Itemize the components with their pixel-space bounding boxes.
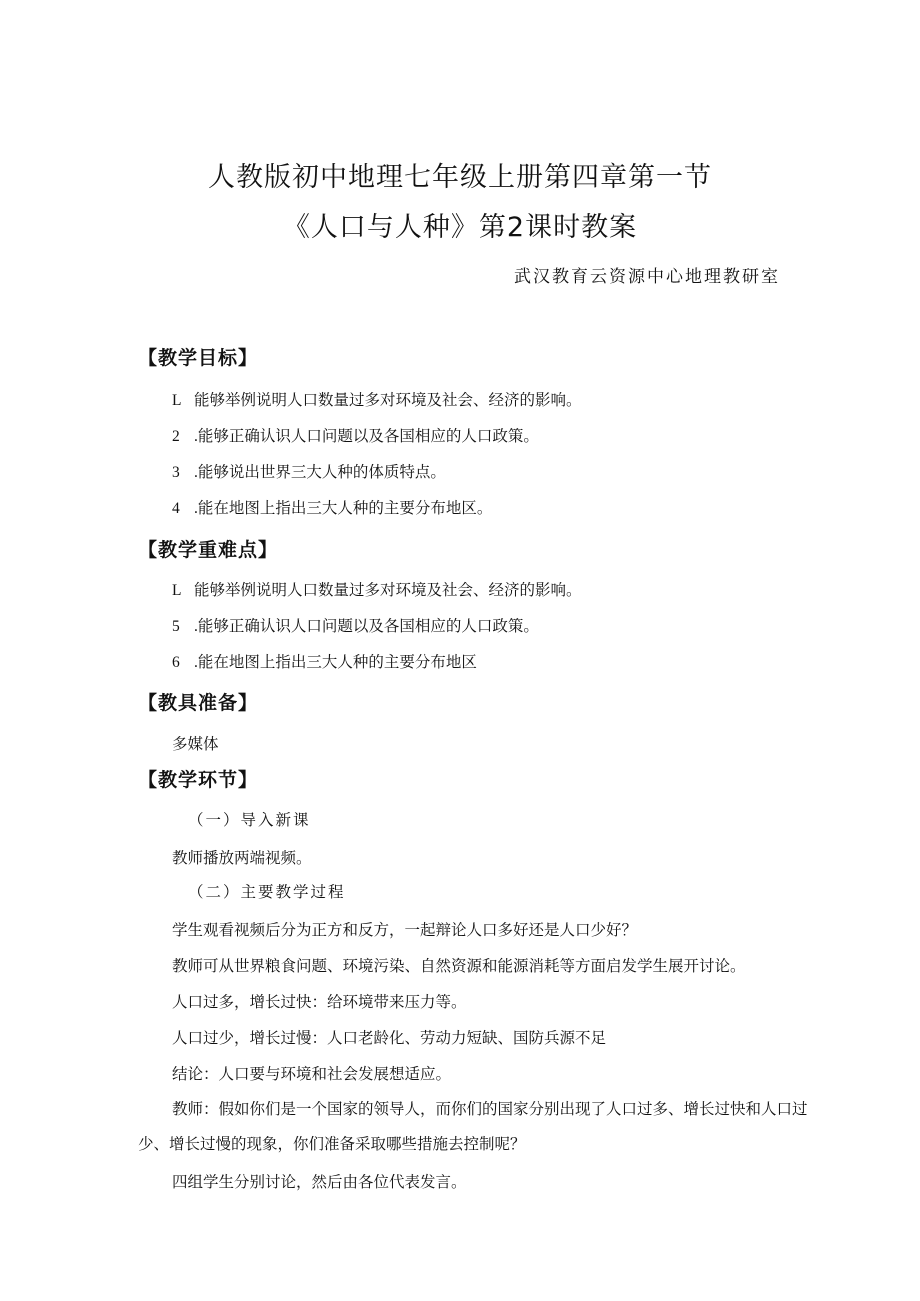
key-point-item	[172, 578, 582, 600]
section-heading-materials: 【教具准备】	[138, 692, 259, 714]
key-point-item-text: .能够正确认识人口问题以及各国相应的人口政策。	[194, 618, 539, 635]
process-paragraph: 人口过少，增长过慢：人口老龄化、劳动力短缺、国防兵源不足	[172, 1030, 607, 1047]
objective-item-number: 3	[172, 464, 180, 481]
objective-item	[172, 424, 539, 446]
author-organization: 武汉教育云资源中心地理教研室	[514, 267, 780, 287]
objective-item-text: .能够说出世界三大人种的体质特点。	[194, 464, 446, 481]
key-point-item-number: L	[172, 582, 182, 599]
process-paragraph: 学生观看视频后分为正方和反方，一起辩论人口多好还是人口少好？	[172, 922, 638, 939]
key-point-item-text: 能够举例说明人口数量过多对环境及社会、经济的影响。	[194, 582, 582, 599]
objective-item	[172, 496, 492, 518]
objective-item-number: L	[172, 392, 182, 409]
process-paragraph: 教师可从世界粮食问题、环境污染、自然资源和能源消耗等方面启发学生展开讨论。	[172, 958, 746, 975]
process-paragraph-multiline: 教师：假如你们是一个国家的领导人，而你们的国家分别出现了人口过多、增长过快和人口过少、增长过慢的现象，你们准备采取哪些措施去控制呢？	[138, 1101, 808, 1153]
process-paragraph: 四组学生分别讨论，然后由各位代表发言。	[172, 1174, 467, 1191]
objective-item-text: 能够举例说明人口数量过多对环境及社会、经济的影响。	[194, 392, 582, 409]
section-heading-key-points: 【教学重难点】	[138, 539, 279, 561]
objective-item-number: 4	[172, 500, 180, 517]
key-point-item-text: .能在地图上指出三大人种的主要分布地区	[194, 654, 477, 671]
subsection-heading-intro: （一）导入新课	[188, 811, 311, 829]
objective-item-text: .能在地图上指出三大人种的主要分布地区。	[194, 500, 493, 517]
document-title-line2: 《人口与人种》第2课时教案	[282, 212, 638, 243]
section-heading-process: 【教学环节】	[138, 769, 259, 791]
objective-item-text: .能够正确认识人口问题以及各国相应的人口政策。	[194, 428, 539, 445]
document-title-line1: 人教版初中地理七年级上册第四章第一节	[208, 162, 712, 193]
process-paragraph: 结论：人口要与环境和社会发展想适应。	[172, 1066, 452, 1083]
key-point-item-number: 5	[172, 618, 180, 635]
key-point-item	[172, 650, 477, 672]
process-paragraph: 人口过多，增长过快：给环境带来压力等。	[172, 994, 467, 1011]
objective-item-number: 2	[172, 428, 180, 445]
process-paragraph: 教师播放两端视频。	[172, 850, 312, 867]
objective-item	[172, 460, 446, 482]
key-point-item-number: 6	[172, 654, 180, 671]
section-heading-objectives: 【教学目标】	[138, 347, 259, 369]
key-point-item	[172, 614, 539, 636]
objective-item	[172, 388, 582, 410]
subsection-heading-main: （二）主要教学过程	[188, 883, 346, 901]
materials-text: 多媒体	[172, 736, 219, 753]
